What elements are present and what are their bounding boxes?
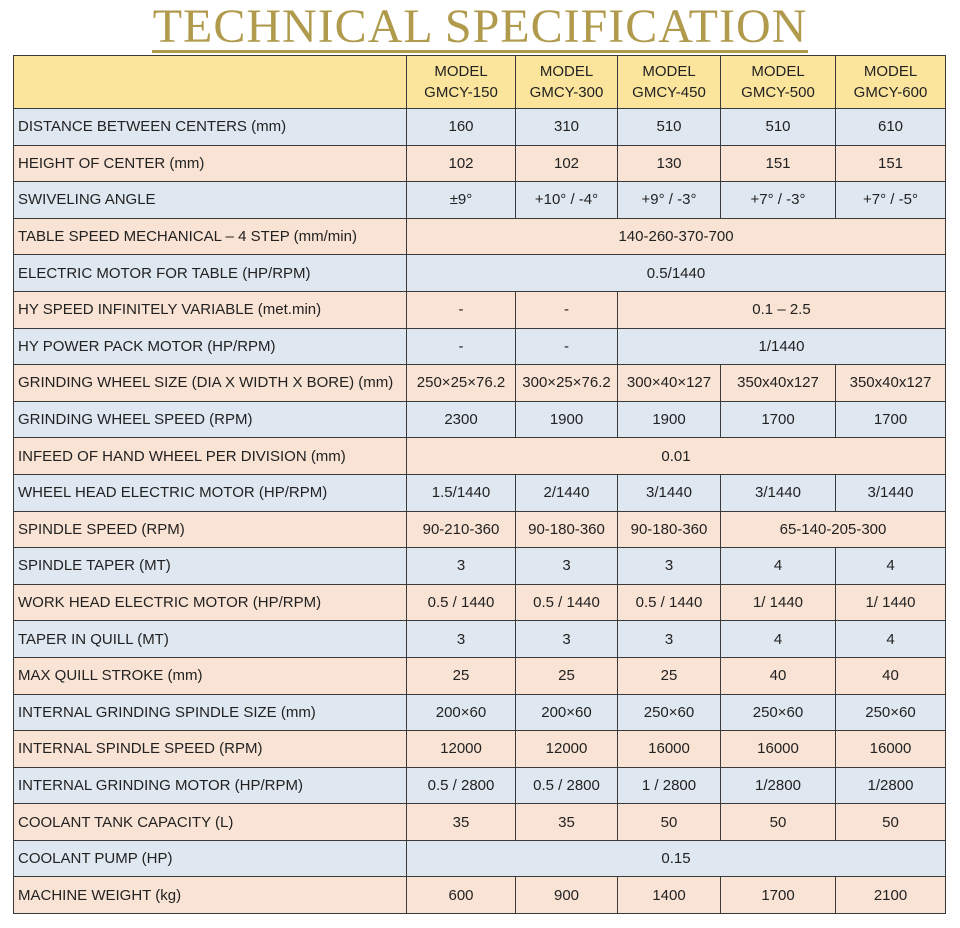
table-row — [14, 182, 946, 219]
spec-value: 1 / 2800 — [618, 767, 721, 804]
table-row — [14, 877, 946, 914]
spec-value: 140-260-370-700 — [407, 218, 946, 255]
spec-value: 0.1 – 2.5 — [618, 291, 946, 328]
spec-value: 1900 — [516, 401, 618, 438]
spec-label: WORK HEAD ELECTRIC MOTOR (HP/RPM) — [14, 584, 407, 621]
spec-value: 250×60 — [836, 694, 946, 731]
spec-value: 200×60 — [516, 694, 618, 731]
spec-value: 12000 — [516, 731, 618, 768]
spec-value: 1700 — [721, 401, 836, 438]
table-row — [14, 731, 946, 768]
spec-value: 3 — [407, 621, 516, 658]
spec-value: 1.5/1440 — [407, 474, 516, 511]
spec-value: 610 — [836, 109, 946, 146]
spec-value: 900 — [516, 877, 618, 914]
spec-label: MACHINE WEIGHT (kg) — [14, 877, 407, 914]
table-row — [14, 584, 946, 621]
table-row — [14, 255, 946, 292]
table-row — [14, 145, 946, 182]
spec-value: 350x40x127 — [721, 365, 836, 402]
spec-value: 1/2800 — [721, 767, 836, 804]
table-header-row — [14, 56, 946, 109]
spec-label: INTERNAL GRINDING SPINDLE SIZE (mm) — [14, 694, 407, 731]
table-row — [14, 804, 946, 841]
table-row — [14, 840, 946, 877]
spec-value: 25 — [618, 657, 721, 694]
spec-value: 90-180-360 — [516, 511, 618, 548]
spec-value: 0.5 / 1440 — [407, 584, 516, 621]
spec-label: SPINDLE SPEED (RPM) — [14, 511, 407, 548]
spec-value: 50 — [618, 804, 721, 841]
spec-value: 4 — [721, 548, 836, 585]
table-row — [14, 767, 946, 804]
spec-value: 3 — [618, 621, 721, 658]
table-row — [14, 328, 946, 365]
page-title-container — [0, 0, 960, 54]
spec-value: 1/ 1440 — [721, 584, 836, 621]
model-header-line1: MODEL — [642, 63, 696, 80]
spec-label: GRINDING WHEEL SIZE (DIA X WIDTH X BORE) (mm) — [14, 365, 407, 402]
spec-value: 1700 — [836, 401, 946, 438]
spec-value: 35 — [407, 804, 516, 841]
spec-label: HEIGHT OF CENTER (mm) — [14, 145, 407, 182]
table-row — [14, 657, 946, 694]
spec-value: +10° / -4° — [516, 182, 618, 219]
spec-value: 510 — [721, 109, 836, 146]
model-header-line2: GMCY-500 — [741, 84, 815, 101]
spec-value: 160 — [407, 109, 516, 146]
spec-value: 130 — [618, 145, 721, 182]
spec-value: 4 — [836, 548, 946, 585]
spec-value: 35 — [516, 804, 618, 841]
spec-value: 3/1440 — [836, 474, 946, 511]
spec-value: 50 — [721, 804, 836, 841]
spec-value: 151 — [836, 145, 946, 182]
spec-value: 510 — [618, 109, 721, 146]
table-row — [14, 291, 946, 328]
model-header-line2: GMCY-300 — [529, 84, 604, 101]
header-corner-cell — [14, 56, 407, 109]
model-header — [516, 56, 618, 109]
model-header-line2: GMCY-600 — [853, 84, 928, 101]
spec-value: 3/1440 — [721, 474, 836, 511]
spec-value: ±9° — [407, 182, 516, 219]
spec-value: 16000 — [618, 731, 721, 768]
spec-label: TAPER IN QUILL (MT) — [14, 621, 407, 658]
spec-value: 1/1440 — [618, 328, 946, 365]
table-row — [14, 218, 946, 255]
spec-value: - — [516, 328, 618, 365]
table-row — [14, 365, 946, 402]
spec-value: 300×40×127 — [618, 365, 721, 402]
spec-value: 1700 — [721, 877, 836, 914]
spec-value: 90-180-360 — [618, 511, 721, 548]
spec-value: 250×25×76.2 — [407, 365, 516, 402]
spec-value: 12000 — [407, 731, 516, 768]
spec-value: 102 — [516, 145, 618, 182]
spec-value: 40 — [721, 657, 836, 694]
page-title: TECHNICAL SPECIFICATION — [152, 0, 808, 53]
spec-value: 0.15 — [407, 840, 946, 877]
spec-value: 600 — [407, 877, 516, 914]
table-row — [14, 511, 946, 548]
spec-value: 16000 — [721, 731, 836, 768]
spec-value: 3 — [407, 548, 516, 585]
spec-value: 1/2800 — [836, 767, 946, 804]
spec-value: 3 — [516, 621, 618, 658]
spec-value: 1900 — [618, 401, 721, 438]
model-header-line1: MODEL — [539, 63, 594, 80]
spec-value: 25 — [516, 657, 618, 694]
spec-label: WHEEL HEAD ELECTRIC MOTOR (HP/RPM) — [14, 474, 407, 511]
spec-label: GRINDING WHEEL SPEED (RPM) — [14, 401, 407, 438]
spec-label: INFEED OF HAND WHEEL PER DIVISION (mm) — [14, 438, 407, 475]
spec-value: 2/1440 — [516, 474, 618, 511]
spec-table-body — [14, 109, 946, 914]
spec-value: 310 — [516, 109, 618, 146]
spec-label: MAX QUILL STROKE (mm) — [14, 657, 407, 694]
spec-value: 4 — [836, 621, 946, 658]
spec-value: - — [407, 291, 516, 328]
spec-value: 0.5 / 1440 — [516, 584, 618, 621]
spec-value: - — [516, 291, 618, 328]
table-row — [14, 548, 946, 585]
spec-value: 4 — [721, 621, 836, 658]
spec-label: HY POWER PACK MOTOR (HP/RPM) — [14, 328, 407, 365]
spec-label: INTERNAL GRINDING MOTOR (HP/RPM) — [14, 767, 407, 804]
spec-value: 0.5/1440 — [407, 255, 946, 292]
spec-value: 2300 — [407, 401, 516, 438]
spec-value: 350x40x127 — [836, 365, 946, 402]
spec-value: 102 — [407, 145, 516, 182]
spec-value: 0.5 / 1440 — [618, 584, 721, 621]
table-row — [14, 621, 946, 658]
spec-value: 0.5 / 2800 — [516, 767, 618, 804]
spec-value: 65-140-205-300 — [721, 511, 946, 548]
spec-value: - — [407, 328, 516, 365]
spec-label: TABLE SPEED MECHANICAL – 4 STEP (mm/min) — [14, 218, 407, 255]
model-header-line1: MODEL — [434, 63, 488, 80]
model-header — [721, 56, 836, 109]
table-row — [14, 694, 946, 731]
model-header — [836, 56, 946, 109]
spec-value: 151 — [721, 145, 836, 182]
spec-value: +7° / -5° — [836, 182, 946, 219]
spec-label: SPINDLE TAPER (MT) — [14, 548, 407, 585]
spec-value: 1/ 1440 — [836, 584, 946, 621]
spec-value: 40 — [836, 657, 946, 694]
model-header — [618, 56, 721, 109]
spec-label: DISTANCE BETWEEN CENTERS (mm) — [14, 109, 407, 146]
spec-value: 25 — [407, 657, 516, 694]
model-header-line2: GMCY-150 — [424, 84, 498, 101]
model-header-line2: GMCY-450 — [632, 84, 706, 101]
spec-value: 250×60 — [618, 694, 721, 731]
model-header-line1: MODEL — [751, 63, 805, 80]
table-row — [14, 109, 946, 146]
spec-value: 1400 — [618, 877, 721, 914]
spec-label: ELECTRIC MOTOR FOR TABLE (HP/RPM) — [14, 255, 407, 292]
spec-value: +9° / -3° — [618, 182, 721, 219]
spec-value: 300×25×76.2 — [516, 365, 618, 402]
spec-value: 3 — [618, 548, 721, 585]
table-row — [14, 438, 946, 475]
model-header-line1: MODEL — [863, 63, 918, 80]
table-row — [14, 401, 946, 438]
spec-label: COOLANT TANK CAPACITY (L) — [14, 804, 407, 841]
spec-value: 90-210-360 — [407, 511, 516, 548]
model-header — [407, 56, 516, 109]
spec-label: HY SPEED INFINITELY VARIABLE (met.min) — [14, 291, 407, 328]
spec-value: 250×60 — [721, 694, 836, 731]
spec-value: 0.5 / 2800 — [407, 767, 516, 804]
spec-value: +7° / -3° — [721, 182, 836, 219]
spec-table — [13, 55, 946, 914]
spec-value: 2100 — [836, 877, 946, 914]
spec-value: 16000 — [836, 731, 946, 768]
spec-value: 3/1440 — [618, 474, 721, 511]
spec-label: SWIVELING ANGLE — [14, 182, 407, 219]
spec-value: 0.01 — [407, 438, 946, 475]
spec-label: INTERNAL SPINDLE SPEED (RPM) — [14, 731, 407, 768]
spec-value: 50 — [836, 804, 946, 841]
spec-value: 3 — [516, 548, 618, 585]
spec-value: 200×60 — [407, 694, 516, 731]
spec-label: COOLANT PUMP (HP) — [14, 840, 407, 877]
table-row — [14, 474, 946, 511]
